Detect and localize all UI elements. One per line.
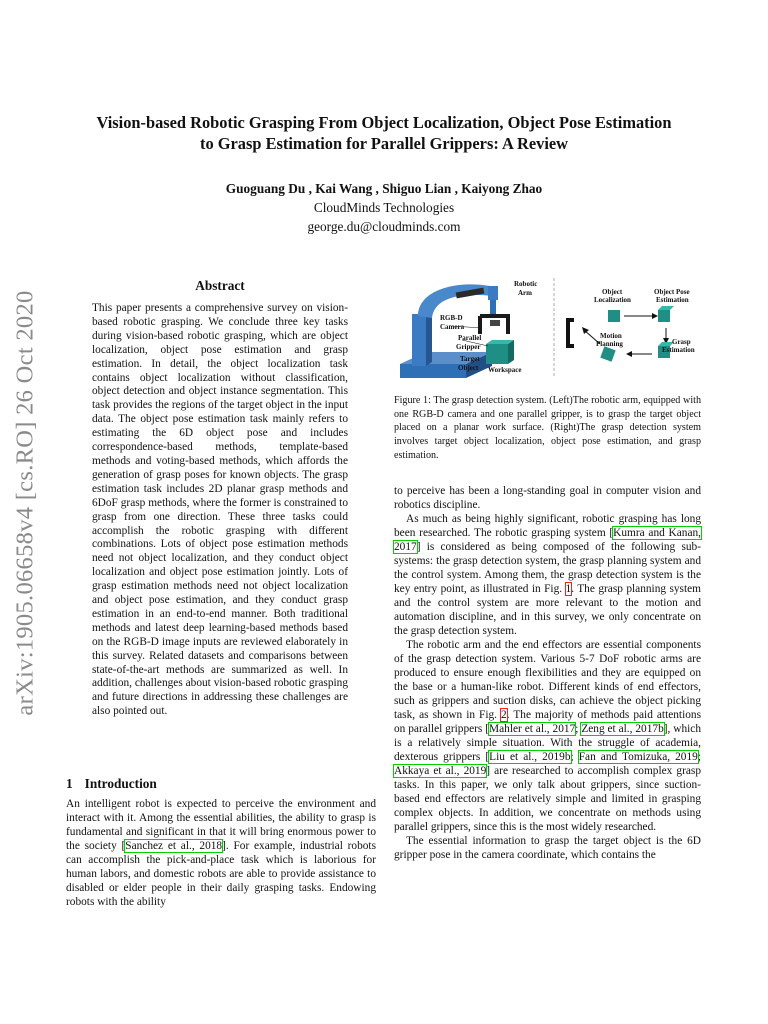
body-text: ] is considered as being composed of the following sub-systems: the grasp detection system, the grasp planning system and the control system. Among them, the grasp detection system is the key entry point, as illustrated in Fig.	[394, 541, 701, 595]
paragraph: to perceive has been a long-standing goal in computer vision and robotics discipline.	[394, 485, 701, 511]
paragraph	[394, 512, 701, 638]
abstract-heading: Abstract	[195, 278, 245, 293]
arxiv-stamp	[4, 268, 48, 738]
affiliation: CloudMinds Technologies	[313, 200, 455, 215]
title-line-1: Vision-based Robotic Grasping From Object Localization, Object Pose Estimation	[96, 113, 672, 132]
label-robotic-arm: Robotic	[514, 280, 538, 288]
introduction-paragraph	[66, 797, 376, 909]
citation-link[interactable]: Kumra and Kanan, 2017	[394, 527, 701, 553]
label-object-localization-2: Localization	[594, 296, 631, 304]
label-parallel-gripper-2: Gripper	[456, 343, 481, 351]
abstract-body	[92, 302, 348, 719]
body-text: ], which is a relatively simple situation. With the struggle of academia, dexterous grippers [	[394, 723, 701, 763]
caption-text: Figure 1: The grasp detection system. (Left)The robotic arm, equipped with one RGB-D camera and one parallel gripper, is to grasp the target object placed on a planar work surface. (Right)The grasp detection system involves target object localization, object pose estimation, and grasp estimation.	[394, 395, 701, 461]
label-target-object-2: Object	[458, 364, 479, 372]
paper-title	[60, 112, 708, 154]
label-grasp-estimation-2: Estimation	[662, 346, 695, 354]
label-robotic-arm-2: Arm	[518, 289, 532, 297]
body-text: ] are researched to accomplish complex grasp tasks. In this paper, we only talk about grippers, since suction-based end effectors are relatively simple and limited in grasping complex objects. In addition, we concentrate on methods using parallel grippers, since this is the most widely researched.	[394, 765, 701, 833]
body-text: . The majority of methods paid attentions on parallel grippers [	[394, 709, 701, 735]
citation-link[interactable]: Fan and Tomizuka, 2019	[578, 751, 698, 763]
body-text: . The grasp planning system and the control system are more relevant to the motion and automation discipline, and in this survey, we only concentrate on the grasp detection system.	[394, 583, 701, 637]
label-rgbd-camera: RGB-D	[440, 314, 463, 322]
paragraph	[394, 638, 701, 834]
author-email: george.du@cloudminds.com	[307, 219, 461, 234]
label-motion-planning: Motion	[600, 332, 622, 340]
label-motion-planning-2: Planning	[596, 340, 623, 348]
citation-link[interactable]: Mahler et al., 2017	[489, 723, 576, 735]
label-grasp-estimation: Grasp	[672, 338, 691, 346]
right-column-body	[394, 484, 701, 862]
abstract-text: This paper presents a comprehensive survey on vision-based robotic grasping. We conclude three key tasks during vision-based robotic grasping, which are object localization, object pose estimation and grasp estimation. In detail, the object localization task contains object localization without classification, object detection and object instance segmentation. This task provides the regions of the target object in the input data. The object pose estimation task mainly refers to estimating the 6D object pose and includes correspondence-based methods, template-based methods and voting-based methods, which affords the generation of grasp poses for known objects. The grasp estimation task includes 2D planar grasp methods and 6DoF grasp methods, where the former is constrained to grasp from one direction. These three tasks could accomplish the robotic grasping with different combinations. Lots of object pose estimation methods need not object localization, and they conduct object localization and object pose estimation jointly. Lots of grasp estimation methods need not object localization and object pose estimation, and they conduct grasp estimation in an end-to-end manner. Both traditional methods and latest deep learning-based methods based on the RGB-D image inputs are reviewed elaborately in this survey. Related datasets and comparisons between state-of-the-art methods are summarized as well. In addition, challenges about vision-based robotic grasping and future directions in addressing these challenges are also pointed out.	[92, 302, 348, 718]
body-text: As much as being highly significant, robotic grasping has long been researched. The robotic grasping system [	[394, 513, 701, 539]
label-parallel-gripper: Parallel	[458, 334, 482, 342]
paragraph: The essential information to grasp the target object is the 6D gripper pose in the camera coordinate, which contains the	[394, 835, 701, 861]
label-object-pose: Object Pose	[654, 288, 690, 296]
citation-link[interactable]: Sanchez et al., 2018	[125, 840, 223, 852]
title-line-2: to Grasp Estimation for Parallel Grippers: A Review	[200, 134, 568, 153]
author-block	[60, 179, 708, 236]
body-text: ;	[575, 723, 582, 735]
citation-link[interactable]: Liu et al., 2019b	[489, 751, 571, 763]
figure-caption	[394, 394, 701, 463]
body-text: ;	[697, 751, 701, 763]
body-text: ;	[570, 751, 579, 763]
label-object-localization: Object	[602, 288, 623, 296]
label-rgbd-camera-2: Camera	[440, 323, 465, 331]
section-number: 1	[66, 776, 73, 791]
citation-link[interactable]: Zeng et al., 2017b	[581, 723, 664, 735]
figure-ref-link[interactable]: 2	[501, 709, 507, 721]
grasp-detection-diagram	[396, 274, 706, 386]
section-title: Introduction	[84, 776, 157, 791]
figure-ref-link[interactable]: 1	[565, 583, 572, 595]
author-names: Guoguang Du , Kai Wang , Shiguo Lian , Kaiyong Zhao	[225, 181, 543, 196]
intro-text: An intelligent robot is expected to perceive the environment and interact with it. Among the essential abilities, the ability to grasp is fundamental and significant in that it will bring enormous power to the society [	[66, 798, 376, 852]
intro-text: ]. For example, industrial robots can accomplish the pick-and-place task which is laborious for human labors, and domestic robots are able to provide assistance to disabled or elder people in their daily grasping tasks. Endowing robots with the ability	[66, 840, 376, 908]
citation-link[interactable]: Akkaya et al., 2019	[394, 765, 487, 777]
arxiv-id: arXiv:1905.06658v4 [cs.RO] 26 Oct 2020	[12, 290, 39, 716]
label-workspace: Workspace	[488, 366, 522, 374]
section-heading-introduction	[66, 776, 376, 792]
body-text: The robotic arm and the end effectors are essential components of the grasp detection system. Various 5-7 DoF robotic arms are produced to ensure enough flexibilities and they are equipped on the base or a human-like robot. Different kinds of end effectors, such as grippers and suction disks, can achieve the object picking task, as shown in Fig.	[394, 639, 701, 721]
label-target-object: Target	[460, 355, 480, 363]
label-object-pose-2: Estimation	[656, 296, 689, 304]
pipeline-diagram	[566, 288, 695, 362]
robot-arm-illustration	[400, 280, 537, 378]
figure-1	[396, 274, 706, 386]
